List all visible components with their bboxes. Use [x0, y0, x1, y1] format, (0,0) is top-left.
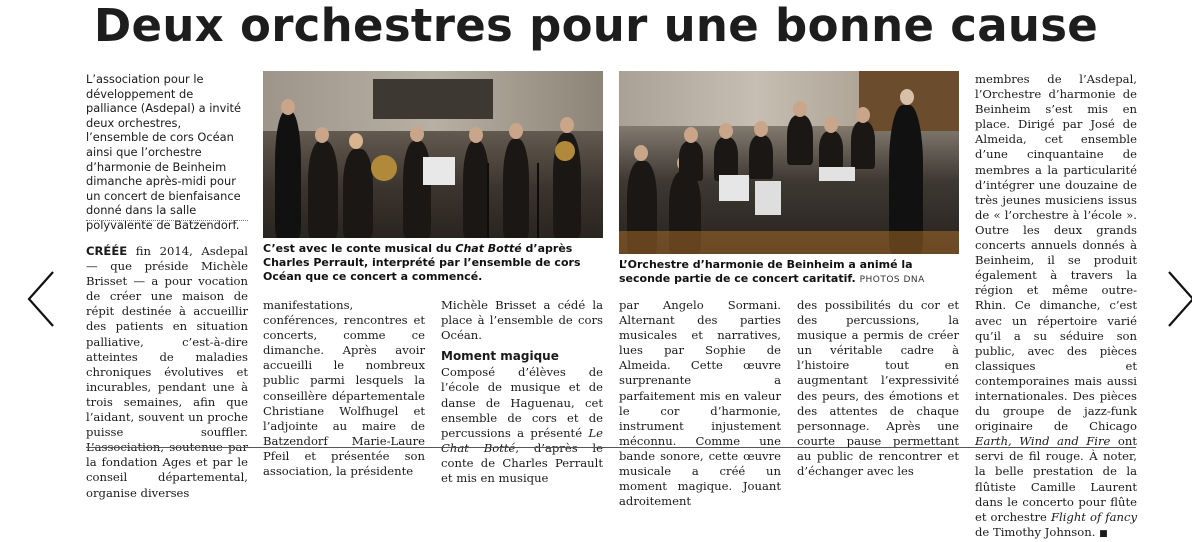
- photo-horn-ensemble: [263, 71, 603, 238]
- bottom-rule: [86, 447, 1136, 448]
- article-column-1: CRÉÉE fin 2014, Asdepal — que préside Michèle Brisset — a pour vocation de créer une maison de répit destinée à accueillir des patients en situation palliative, c’est-à-dire atteintes de maladies chroniques évolutives et incurables, pendant une à trois semaines, afin que l’aidant, souvent un proche puisse souffler. L’association, soutenue par la fondation Ages et par le conseil départemental, organise diverses: [86, 244, 248, 500]
- article-column-5: des possibilités du cor et des percussions, la musique a permis de créer un véritable cadre à l’histoire tout en augmentant l’expressivité des peurs, des émotions et des attentes de chaque personnage. Après une courte pause permettant au public de rencontrer et d’échanger avec les: [797, 298, 959, 479]
- article-column-3: Michèle Brisset a cédé la place à l’ensemble de cors Océan. Moment magique Composé d’élèves de l’école de musique et de danse de Haguenau, cet ensemble de cors et de percussions a présenté Le Chat Botté, d’après le conte de Charles Perrault et mis en musique: [441, 298, 603, 486]
- photo-caption-1: C’est avec le conte musical du Chat Botté d’après Charles Perrault, interprété par l’ensemble de cors Océan que ce concert a commencé.: [263, 242, 581, 283]
- lead-divider: [86, 220, 248, 221]
- article-column-2: manifestations, conférences, rencontres et concerts, comme ce dimanche. Après avoir accueilli le nombreux public parmi lesquels la conseillère départementale Christiane Wolfhugel et l’adjointe au maire de Batzendorf Marie-Laure Pfeil et présentée son association, la présidente: [263, 298, 425, 479]
- article-column-6: membres de l’Asdepal, l’Orchestre d’harmonie de Beinheim s’est mis en place. Dirigé par José de Almeida, cet ensemble d’une cinquantaine de membres a la particularité d’intégrer une douzaine de très jeunes musiciens issus de « l’orchestre à l’école ». Outre les deux grands concerts annuels donnés à Beinheim, il se produit également à travers la région et même outre-Rhin. Ce dimanche, c’est avec un répertoire varié qu’il a su séduire son public, avec des pièces classiques et contemporaines mais aussi internationales. Des pièces du groupe de jazz-funk originaire de Chicago Earth, Wind and Fire ont servi de fil rouge. À noter, la belle prestation de la flûtiste Camille Laurent dans le concerto pour flûte et orchestre Flight of fancy de Timothy Johnson. ■: [975, 72, 1137, 539]
- article-lead: L’association pour le développement de palliance (Asdepal) a invité deux orchestres, l’ensemble de cors Océan ainsi que l’orchestre d’harmonie de Beinheim dimanche après-midi pour un concert de bienfaisance donné dans la salle polyvalente de Batzendorf.: [86, 72, 242, 232]
- end-mark: ■: [1099, 528, 1108, 539]
- article-headline: Deux orchestres pour une bonne cause: [93, 0, 1099, 52]
- section-subhead: Moment magique: [441, 349, 559, 364]
- chevron-right-icon: [1166, 270, 1192, 328]
- photo-caption-2: L’Orchestre d’harmonie de Beinheim a animé la seconde partie de ce concert caritatif. PHOTOS DNA: [619, 258, 925, 285]
- prev-button[interactable]: [26, 270, 56, 328]
- photo-beinheim-orchestra: [619, 71, 959, 254]
- lead-word: CRÉÉE: [86, 244, 128, 258]
- article-column-4: par Angelo Sormani. Alternant des parties musicales et narratives, lues par Sophie de Almeida. Cette œuvre surprenante a parfaitement mis en valeur le cor d’harmonie, instrument injustement méconnu. Comme une bande sonore, cette œuvre musicale a créé un moment magique. Jouant adroitement: [619, 298, 781, 509]
- chevron-left-icon: [26, 270, 56, 328]
- next-button[interactable]: [1166, 270, 1192, 328]
